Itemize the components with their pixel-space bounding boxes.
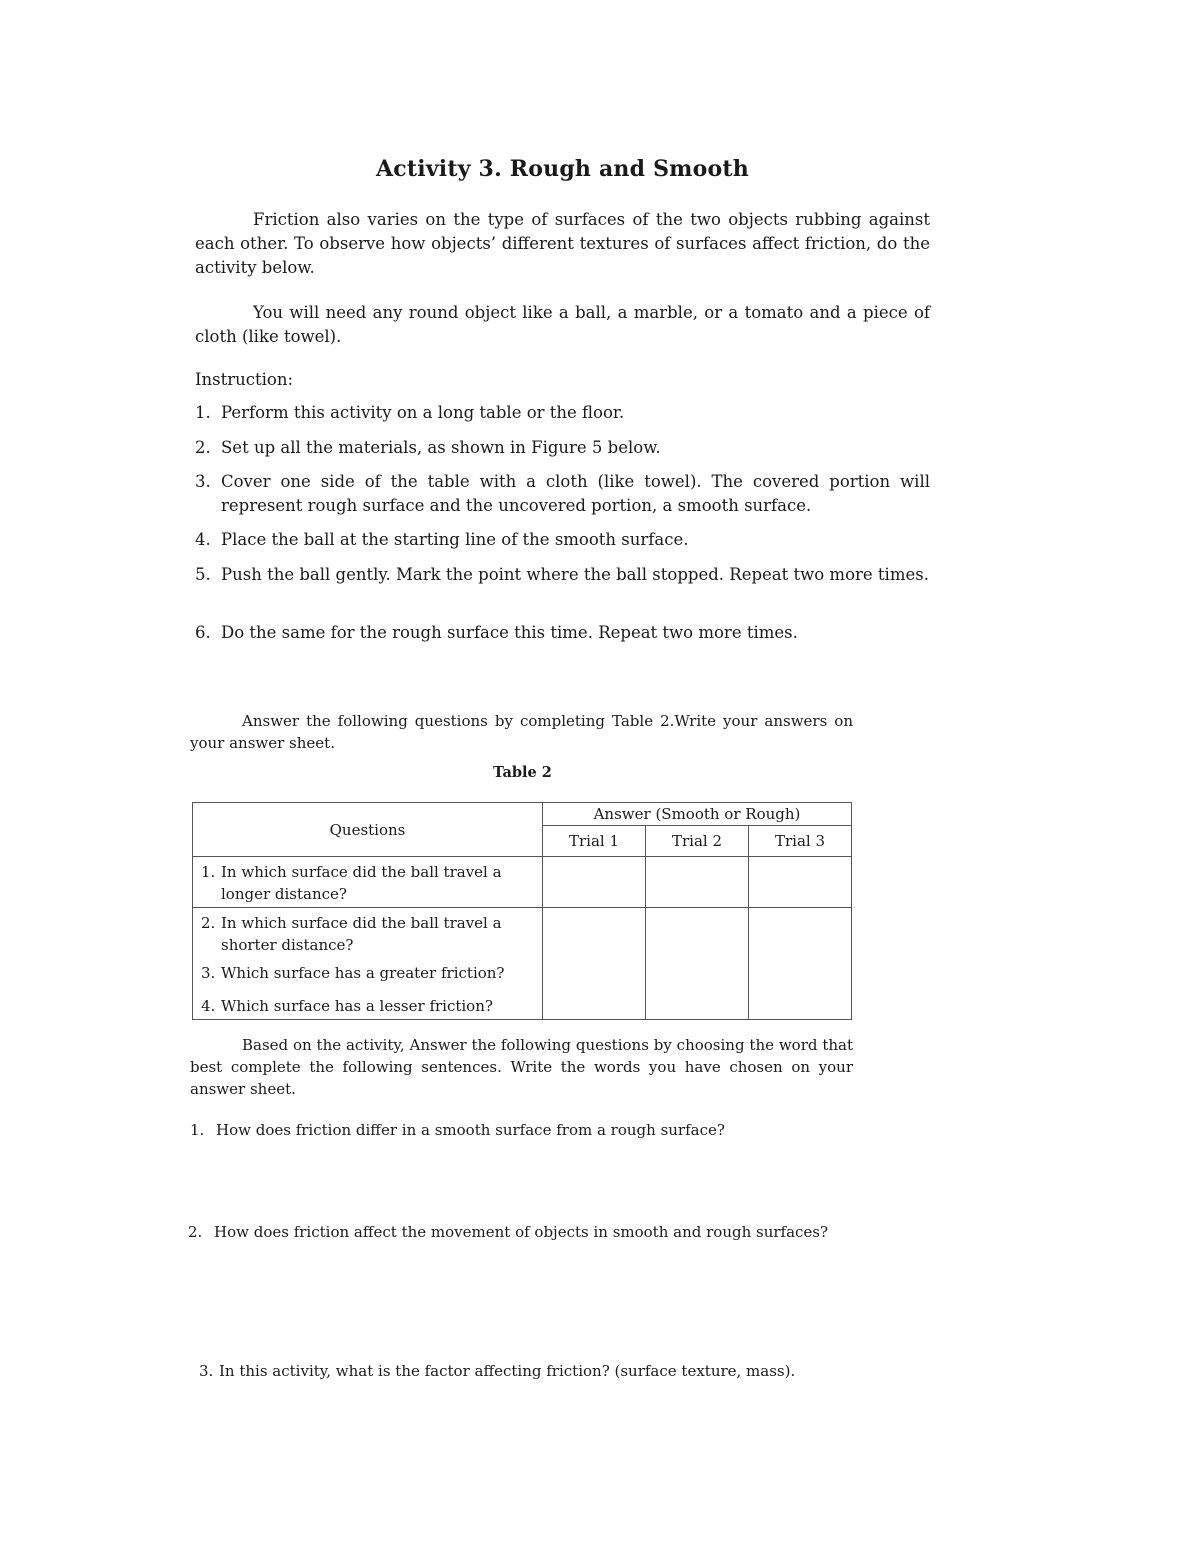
question-text: How does friction affect the movement of objects in smooth and rough surfaces? (214, 1223, 829, 1241)
trial-1-header: Trial 1 (543, 826, 646, 857)
step-text: Cover one side of the table with a cloth (like towel). The covered portion will represent rough surface and the uncovered portion, a smooth surface. (221, 472, 930, 515)
instruction-step (195, 621, 930, 645)
answer-cell[interactable] (543, 857, 646, 908)
instruction-step (195, 563, 930, 587)
question-item (190, 1119, 725, 1141)
based-instruction: Based on the activity, Answer the following questions by choosing the word that best complete the following sentences. Write the words you have chosen on your answer sheet. (190, 1036, 853, 1098)
answer-cell[interactable] (646, 857, 749, 908)
instruction-step (195, 401, 930, 425)
step-number: 4. (195, 530, 211, 549)
materials-paragraph: You will need any round object like a ball, a marble, or a tomato and a piece of cloth (like towel). (195, 303, 930, 346)
row-question: In which surface did the ball travel a longer distance? (221, 863, 502, 903)
questions-header: Questions (193, 803, 543, 857)
question-item (199, 1360, 795, 1382)
question-text: How does friction differ in a smooth surface from a rough surface? (216, 1121, 725, 1139)
step-number: 1. (195, 403, 211, 422)
step-number: 2. (195, 438, 211, 457)
step-text: Place the ball at the starting line of the smooth surface. (221, 530, 689, 549)
answer-cell[interactable] (749, 908, 852, 1020)
answer-header: Answer (Smooth or Rough) (543, 803, 852, 826)
step-number: 5. (195, 565, 211, 584)
trial-2-header: Trial 2 (646, 826, 749, 857)
step-number: 6. (195, 623, 211, 642)
answer-cell[interactable] (646, 908, 749, 1020)
trial-3-header: Trial 3 (749, 826, 852, 857)
table-caption: Table 2 (493, 764, 552, 781)
row-question: Which surface has a greater friction? (221, 964, 505, 982)
row-number: 4. (201, 997, 216, 1015)
question-number: 2. (188, 1223, 203, 1241)
table-row (193, 908, 543, 1020)
activity-title: Activity 3. Rough and Smooth (376, 156, 749, 182)
row-question: Which surface has a lesser friction? (221, 997, 493, 1015)
step-text: Perform this activity on a long table or the floor. (221, 403, 625, 422)
step-number: 3. (195, 472, 211, 491)
table-row (193, 857, 543, 908)
row-number: 2. (201, 914, 216, 932)
question-number: 1. (190, 1121, 205, 1139)
question-item (188, 1221, 828, 1243)
row-number: 1. (201, 863, 216, 881)
intro-paragraph: Friction also varies on the type of surfaces of the two objects rubbing against each other. To observe how objects’ different textures of surfaces affect friction, do the activity below. (195, 210, 930, 277)
answer-instruction: Answer the following questions by completing Table 2.Write your answers on your answer sheet. (190, 712, 853, 752)
row-question: In which surface did the ball travel a shorter distance? (221, 914, 502, 954)
instruction-label: Instruction: (195, 370, 294, 389)
step-text: Push the ball gently. Mark the point where the ball stopped. Repeat two more times. (221, 565, 929, 584)
answer-table (192, 802, 852, 1020)
step-text: Set up all the materials, as shown in Figure 5 below. (221, 438, 661, 457)
instruction-step (195, 436, 930, 460)
row-number: 3. (201, 964, 216, 982)
answer-cell[interactable] (543, 908, 646, 1020)
question-number: 3. (199, 1362, 214, 1380)
answer-cell[interactable] (749, 857, 852, 908)
instruction-step (195, 470, 930, 518)
step-text: Do the same for the rough surface this time. Repeat two more times. (221, 623, 798, 642)
question-text: In this activity, what is the factor affecting friction? (surface texture, mass). (219, 1362, 796, 1380)
instruction-step (195, 528, 930, 552)
